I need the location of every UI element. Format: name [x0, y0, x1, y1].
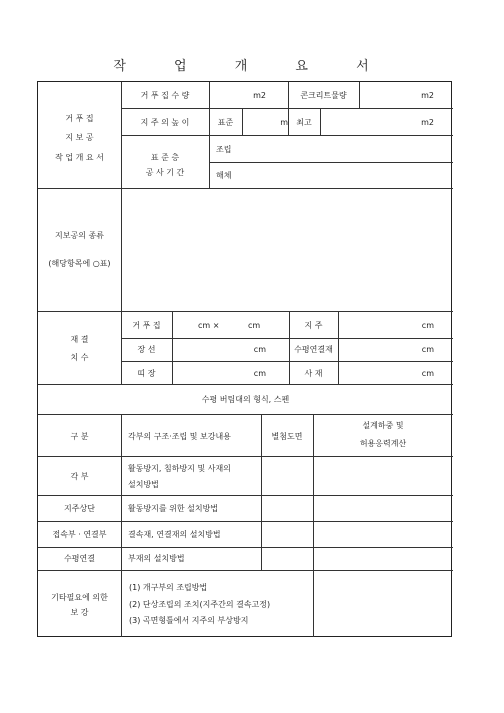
divider: [121, 414, 122, 637]
row-label: 수평연결: [64, 554, 95, 563]
support-size-label: 지 주: [304, 321, 323, 330]
support-type-label: 지보공의 종류: [55, 231, 104, 240]
period-label: 표 준 층: [150, 153, 180, 162]
section-label: 지 보 공: [65, 133, 94, 142]
concrete-qty-unit: m2: [421, 91, 434, 100]
divider: [38, 188, 453, 189]
other-item: (1) 개구부의 조립방법: [129, 583, 208, 592]
col-calc: 허용응력계산: [359, 439, 407, 448]
row-label: 각 부: [70, 472, 89, 481]
divider: [38, 414, 453, 415]
row-content: 설치방법: [128, 480, 159, 489]
support-size-unit: cm: [421, 321, 434, 330]
other-item: (2) 단상조립의 조치(지주간의 결속고정): [129, 600, 271, 609]
row-label: 접속부 · 연결부: [52, 530, 107, 539]
concrete-qty-label: 콘크리트물량: [300, 91, 347, 100]
max-label: 최고: [296, 118, 312, 127]
formwork-qty-label: 거 푸 집 수 량: [140, 91, 190, 100]
horizontal-tie-label: 수평연결재: [294, 345, 333, 354]
divider: [121, 361, 453, 362]
divider: [209, 162, 453, 163]
formwork-size-unit: cm ×: [198, 321, 220, 330]
period-label: 공 사 기 간: [145, 168, 185, 177]
row-label: 지주상단: [64, 504, 95, 513]
section-label: 거 푸 집: [65, 114, 94, 123]
row-content: 활동방지, 침하방지 및 사재의: [128, 464, 231, 473]
brace-size-label: 사 재: [304, 369, 323, 378]
divider: [38, 495, 453, 496]
support-height-label: 지 주 의 높 이: [140, 118, 190, 127]
formwork-size-label: 거 푸 집: [132, 321, 161, 330]
standard-unit: m: [280, 118, 288, 127]
divider: [38, 521, 453, 522]
formwork-size-unit: cm: [248, 321, 261, 330]
joist-size-label: 장 선: [137, 345, 156, 354]
divider: [38, 384, 453, 385]
divider: [38, 311, 453, 312]
divider: [38, 456, 453, 457]
row-content: 부재의 설치방법: [128, 554, 185, 563]
support-type-note: (해당항목에 ○표): [48, 259, 111, 268]
other-label: 보 강: [70, 608, 89, 617]
horizontal-tie-unit: cm: [421, 345, 434, 354]
formwork-qty-unit: m2: [253, 91, 266, 100]
divider: [121, 108, 453, 109]
col-content: 각부의 구조·조립 및 보강내용: [128, 432, 231, 441]
other-item: (3) 곡면형틀에서 지주의 부상방지: [129, 616, 249, 625]
waler-size-label: 띠 장: [137, 369, 156, 378]
divider: [121, 135, 453, 136]
work-overview-form: [37, 81, 452, 637]
divider: [121, 338, 453, 339]
max-unit: m2: [421, 118, 434, 127]
joist-size-unit: cm: [253, 345, 266, 354]
section-label: 작 업 개 요 서: [55, 153, 104, 162]
page-title: 작 업 개 요 서: [113, 59, 391, 74]
row-content: 결속재, 연결재의 설치방법: [128, 530, 221, 539]
other-label: 기타필요에 의한: [51, 593, 108, 602]
standard-label: 표준: [217, 118, 234, 127]
row-content: 활동방지를 위한 설치방법: [128, 504, 219, 513]
dismantle-label: 해체: [216, 171, 232, 180]
waler-size-unit: cm: [253, 369, 266, 378]
section-label: 재 결: [70, 335, 89, 344]
col-division: 구 분: [70, 432, 89, 441]
col-calc: 설계하중 및: [362, 421, 404, 430]
section-label: 치 수: [70, 353, 89, 362]
divider: [38, 570, 453, 571]
col-drawing: 별첨도면: [271, 432, 303, 441]
divider: [38, 547, 453, 548]
bracing-heading: 수평 버팀대의 형식, 스펜: [201, 395, 290, 404]
assembly-label: 조립: [216, 145, 232, 154]
brace-size-unit: cm: [421, 369, 434, 378]
